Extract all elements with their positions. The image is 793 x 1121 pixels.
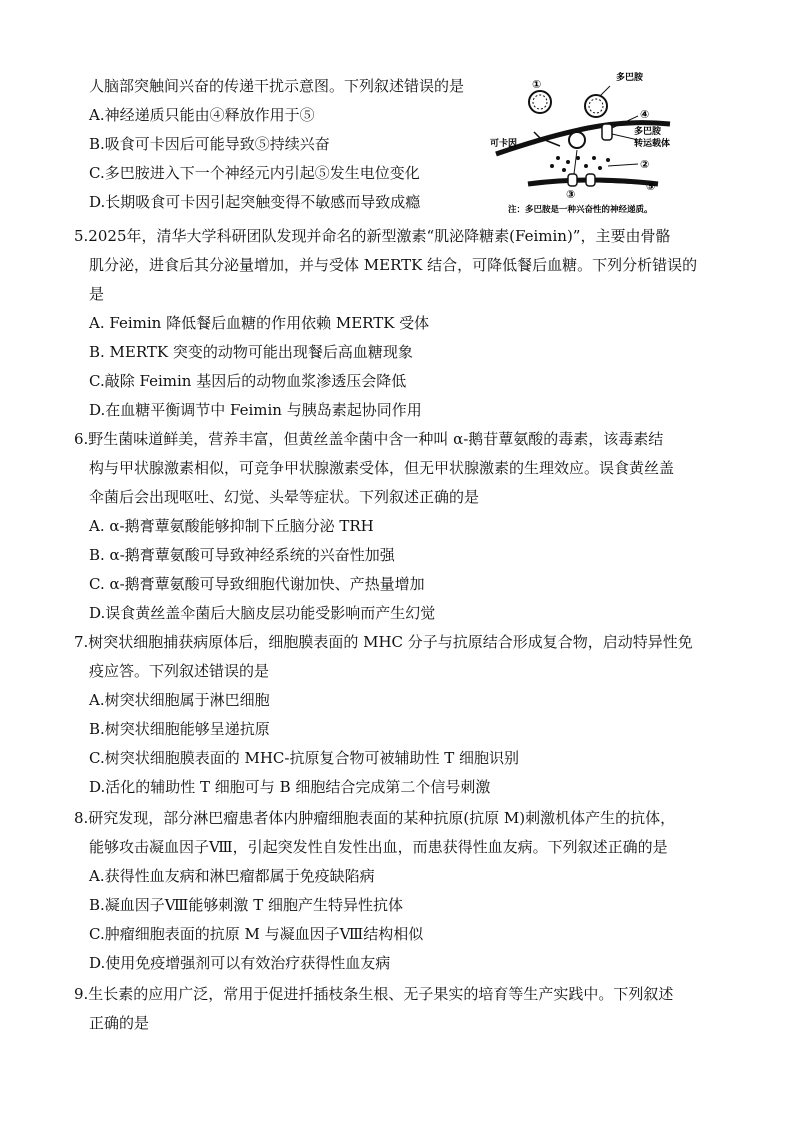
label-dopamine: 多巴胺 — [616, 73, 644, 83]
vesicle-releasing — [569, 132, 585, 148]
q5-option-d: D.在血糖平衡调节中 Feimin 与胰岛素起协同作用 — [89, 401, 422, 419]
leader-3 — [574, 150, 577, 174]
q5-line-1: 5.2025年，清华大学科研团队发现并命名的新型激素“肌泌降糖素(Feimin)”，主要由骨骼 — [74, 227, 671, 245]
receptor-2 — [586, 174, 595, 186]
q6-option-a: A. α-鹅膏蕈氨酸能够抑制下丘脑分泌 TRH — [89, 517, 374, 535]
synapse-diagram — [488, 66, 688, 216]
receptor-1 — [568, 174, 577, 186]
q4-option-c: C.多巴胺进入下一个神经元内引起⑤发生电位变化 — [89, 164, 420, 182]
q4-option-a: A.神经递质只能由④释放作用于⑤ — [89, 106, 315, 124]
q5-line-3: 是 — [89, 285, 105, 303]
q7-option-c: C.树突状细胞膜表面的 MHC-抗原复合物可被辅助性 T 细胞识别 — [89, 749, 520, 767]
label-num-1: ① — [532, 78, 542, 91]
synapse-figure — [488, 66, 688, 216]
q5-option-b: B. MERTK 突变的动物可能出现餐后高血糖现象 — [89, 343, 413, 361]
dopamine-molecules — [550, 156, 610, 172]
q6-line-1: 6.野生菌味道鲜美，营养丰富，但黄丝盖伞菌中含一种叫 α-鹅苷蕈氨酸的毒素，该毒素结 — [74, 430, 664, 448]
q7-option-b: B.树突状细胞能够呈递抗原 — [89, 720, 270, 738]
dopamine-transporter — [602, 124, 612, 140]
q8-option-a: A.获得性血友病和淋巴瘤都属于免疫缺陷病 — [89, 867, 375, 885]
q8-option-c: C.肿瘤细胞表面的抗原 M 与凝血因子Ⅷ结构相似 — [89, 925, 424, 943]
q7-line-2: 疫应答。下列叙述错误的是 — [89, 662, 270, 680]
q5-option-c: C.敲除 Feimin 基因后的动物血浆渗透压会降低 — [89, 372, 407, 390]
q7-option-a: A.树突状细胞属于淋巴细胞 — [89, 691, 270, 709]
q5-line-2: 肌分泌，进食后其分泌量增加，并与受体 MERTK 结合，可降低餐后血糖。下列分析错误的 — [89, 256, 698, 274]
q9-line-1: 9.生长素的应用广泛，常用于促进扦插枝条生根、无子果实的培育等生产实践中。下列叙述 — [74, 985, 674, 1003]
figure-note: 注：多巴胺是一种兴奋性的神经递质。 — [508, 205, 653, 215]
q5-option-a: A. Feimin 降低餐后血糖的作用依赖 MERTK 受体 — [89, 314, 430, 332]
label-transporter-1: 多巴胺 — [634, 127, 662, 137]
q6-line-2: 构与甲状腺激素相似，可竞争甲状腺激素受体，但无甲状腺激素的生理效应。误食黄丝盖 — [89, 459, 675, 477]
label-transporter-2: 转运载体 — [634, 139, 671, 149]
q7-option-d: D.活化的辅助性 T 细胞可与 B 细胞结合完成第二个信号刺激 — [89, 778, 491, 796]
q6-line-3: 伞菌后会出现呕吐、幻觉、头晕等症状。下列叙述正确的是 — [89, 488, 480, 506]
q8-line-1: 8.研究发现，部分淋巴瘤患者体内肿瘤细胞表面的某种抗原(抗原 M)刺激机体产生的抗体， — [74, 809, 676, 827]
q6-option-b: B. α-鹅膏蕈氨酸可导致神经系统的兴奋性加强 — [89, 546, 395, 564]
q4-option-b: B.吸食可卡因后可能导致⑤持续兴奋 — [89, 135, 330, 153]
label-num-2: ② — [640, 158, 650, 171]
label-num-5: ⑤ — [646, 180, 656, 193]
label-num-3: ③ — [566, 188, 576, 201]
leader-2 — [608, 164, 638, 166]
q7-line-1: 7.树突状细胞捕获病原体后，细胞膜表面的 MHC 分子与抗原结合形成复合物，启动特异性免 — [74, 633, 693, 651]
vesicle-2 — [585, 95, 607, 117]
q9-line-2: 正确的是 — [89, 1014, 150, 1032]
q6-option-c: C. α-鹅膏蕈氨酸可导致细胞代谢加快、产热量增加 — [89, 575, 425, 593]
q8-option-d: D.使用免疫增强剂可以有效治疗获得性血友病 — [89, 954, 391, 972]
q6-option-d: D.误食黄丝盖伞菌后大脑皮层功能受影响而产生幻觉 — [89, 604, 436, 622]
label-cocaine: 可卡因 — [490, 139, 518, 149]
leader-dopamine — [600, 86, 610, 96]
label-num-4: ④ — [640, 108, 650, 121]
vesicle-1 — [529, 91, 551, 113]
q8-line-2: 能够攻击凝血因子Ⅷ，引起突发性自发性出血，而患获得性血友病。下列叙述正确的是 — [89, 838, 668, 856]
q4-stem: 人脑部突触间兴奋的传递干扰示意图。下列叙述错误的是 — [89, 77, 465, 95]
q8-option-b: B.凝血因子Ⅷ能够刺激 T 细胞产生特异性抗体 — [89, 896, 403, 914]
q4-option-d: D.长期吸食可卡因引起突触变得不敏感而导致成瘾 — [89, 193, 421, 211]
